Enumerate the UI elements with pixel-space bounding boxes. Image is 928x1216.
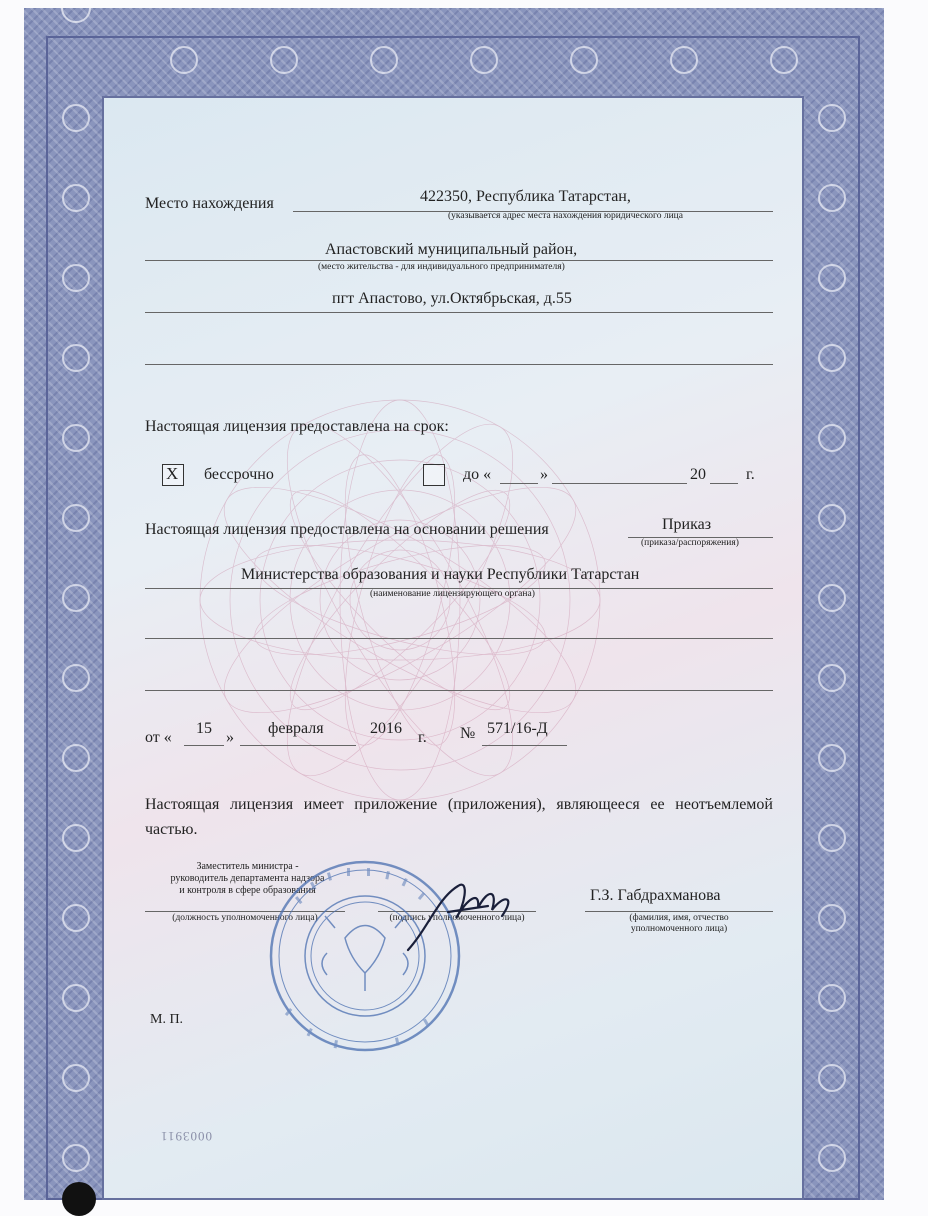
location-line1-value: 422350, Республика Татарстан, <box>420 188 631 205</box>
name-line <box>585 911 773 912</box>
date-day-line <box>184 745 224 746</box>
number-value: 571/16-Д <box>487 720 548 737</box>
name-hint-2: уполномоченного лица) <box>630 924 728 934</box>
date-year: 2016 <box>370 720 402 737</box>
until-label: до « <box>463 466 492 483</box>
date-close: » <box>226 729 234 746</box>
name-hint-1: (фамилия, имя, отчество <box>629 913 729 923</box>
date-month: февраля <box>268 720 324 737</box>
blank-line-1 <box>145 638 773 639</box>
until-checkbox <box>423 464 445 486</box>
location-line2-value: Апастовский муниципальный район, <box>325 241 578 258</box>
seal-label: М. П. <box>150 1012 184 1027</box>
serial-number: 0003911 <box>160 1129 213 1144</box>
until-year-line <box>710 483 738 484</box>
appendix-text: Настоящая лицензия имеет приложение (приложения), являющееся ее неотъемлемой частью. <box>145 796 773 838</box>
basis-heading: Настоящая лицензия предоставлена на основании решения <box>145 521 549 538</box>
date-year-suffix: г. <box>418 729 427 746</box>
decision-type-value: Приказ <box>662 516 712 533</box>
punch-hole <box>62 1182 96 1216</box>
until-year-suffix: г. <box>746 466 755 483</box>
indefinite-mark: X <box>166 464 179 483</box>
handwritten-signature <box>398 868 528 958</box>
until-day-line <box>500 483 538 484</box>
term-heading: Настоящая лицензия предоставлена на срок: <box>145 418 449 435</box>
position-line-1: Заместитель министра - <box>196 861 299 872</box>
signature-hint: (подпись уполномоченного лица) <box>389 913 525 923</box>
indefinite-label: бессрочно <box>204 466 274 483</box>
until-close: » <box>540 466 548 483</box>
location-line3-value: пгт Апастово, ул.Октябрьская, д.55 <box>332 290 572 307</box>
decision-type-hint: (приказа/распоряжения) <box>641 538 739 548</box>
authority-hint: (наименование лицензирующего органа) <box>370 589 535 599</box>
number-line <box>482 745 567 746</box>
signatory-name: Г.З. Габдрахманова <box>590 887 721 904</box>
date-day: 15 <box>196 720 212 737</box>
position-line-3: и контроля в сфере образования <box>179 885 316 896</box>
location-line-3 <box>145 312 773 313</box>
date-prefix: от « <box>145 729 172 746</box>
location-label: Место нахождения <box>145 195 274 212</box>
location-hint-1: (указывается адрес места нахождения юридического лица <box>448 211 683 221</box>
blank-line-2 <box>145 690 773 691</box>
position-hint: (должность уполномоченного лица) <box>172 913 318 923</box>
location-line-4 <box>145 364 773 365</box>
date-month-line <box>240 745 356 746</box>
number-label: № <box>460 725 476 742</box>
position-line-2: руководитель департамента надзора <box>170 873 325 884</box>
location-hint-2: (место жительства - для индивидуального предпринимателя) <box>318 262 565 272</box>
authority-value: Министерства образования и науки Республики Татарстан <box>241 566 640 583</box>
until-year-prefix: 20 <box>690 466 706 483</box>
security-rosette <box>190 390 610 810</box>
location-line-2 <box>145 260 773 261</box>
until-month-line <box>552 483 687 484</box>
